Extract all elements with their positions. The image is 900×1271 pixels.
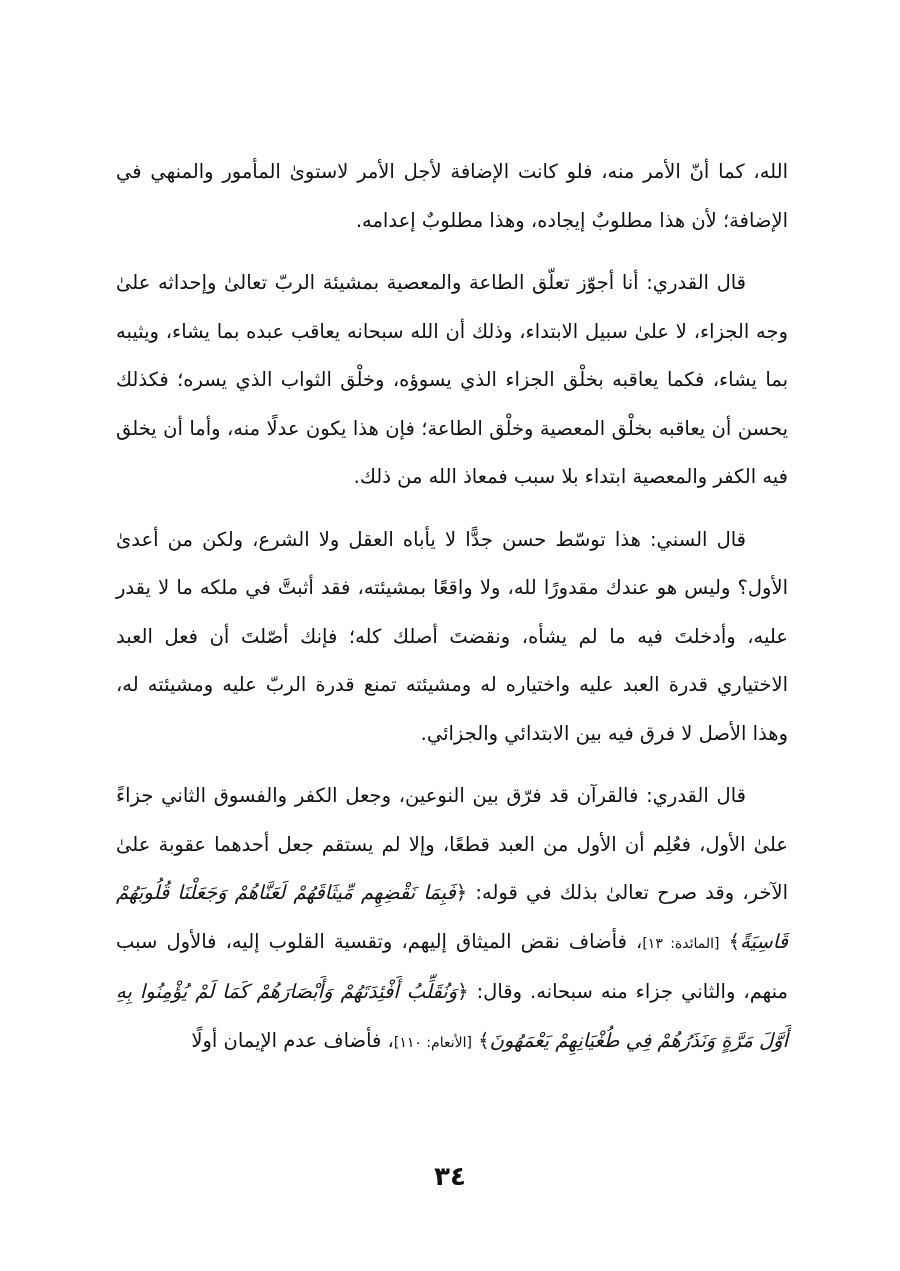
paragraph-1: الله، كما أنّ الأمر منه، فلو كانت الإضافة لأجل الأمر لاستوىٰ المأمور والمنهي في الإضافة؛ لأن هذا مطلوبٌ إيجاده، وهذا مطلوبٌ إعدامه. (116, 160, 788, 232)
paragraph-4-text-3: ، فأضاف عدم الإيمان أولًا (191, 1028, 394, 1052)
quran-open-bracket: ﴿ (457, 980, 469, 1003)
paragraph-4 (116, 772, 788, 1067)
verse-reference-2: [الأنعام: ١١٠] (393, 1034, 472, 1051)
paragraph-2: قال القدري: أنا أجوّز تعلّق الطاعة والمعصية بمشيئة الربّ تعالىٰ وإحداثه علىٰ وجه الجزاء، لا علىٰ سبيل الابتداء، وذلك أن الله سبحانه يعاقب عبده بما يشاء، ويثيبه بما يشاء، فكما يعاقبه بخلْق الجزاء الذي يسوؤه، وخلْق الثواب الذي يسره؛ فكذلك يحسن أن يعاقبه بخلْق المعصية وخلْق الطاعة؛ فإن هذا يكون عدلًا منه، وأما أن يخلق فيه الكفر والمعصية ابتداء بلا سبب فمعاذ الله من ذلك. (116, 271, 788, 488)
page-number: ٣٤ (434, 1162, 466, 1192)
paragraph-3: قال السني: هذا توسّط حسن جدًّا لا يأباه العقل ولا الشرع، ولكن من أعدىٰ الأول؟ وليس هو عندك مقدورًا لله، ولا واقعًا بمشيئته، فقد أثبتَّ في ملكه ما لا يقدر عليه، وأدخلتَ فيه ما لم يشأه، ونقضتَ أصلك كله؛ فإنك أصّلتَ أن فعل العبد الاختياري قدرة العبد عليه واختياره له ومشيئته تمنع قدرة الربّ عليه ومشيئته له، وهذا الأصل لا فرق فيه بين الابتدائي والجزائي. (116, 527, 788, 745)
quran-close-bracket: ﴾ (728, 929, 741, 953)
quran-verse-1: فَبِمَا نَقْضِهِم مِّيثَاقَهُمْ لَعَنَّاهُمْ وَجَعَلْنَا قُلُوبَهُمْ قَاسِيَةً (116, 881, 788, 953)
quran-verse-2: وَنُقَلِّبُ أَفْئِدَتَهُمْ وَأَبْصَارَهُمْ كَمَا لَمْ يُؤْمِنُوا بِهِ أَوَّلَ مَرَّةٍ وَنَذَرُهُمْ فِي طُغْيَانِهِمْ يَعْمَهُونَ (116, 980, 788, 1052)
page-body (116, 148, 788, 1081)
verse-reference-1: [المائدة: ١٣] (642, 935, 720, 952)
paragraph-4-text-2: ، فأضاف نقض الميثاق إليهم، وتقسية القلوب إليه، فالأول سبب منهم، والثاني جزاء منه سبحانه. وقال: (116, 929, 788, 1003)
quran-close-bracket: ﴾ (478, 1028, 490, 1052)
quran-open-bracket: ﴿ (455, 881, 468, 904)
paragraph-4-text-1: قال القدري: فالقرآن قد فرّق بين النوعين، وجعل الكفر والفسوق الثاني جزاءً علىٰ الأول، فعُلِم أن الأول من العبد قطعًا، وإلا لم يستقم جعل أحدهما عقوبة علىٰ الآخر، وقد صرح تعالىٰ بذلك في قوله: (116, 784, 788, 904)
